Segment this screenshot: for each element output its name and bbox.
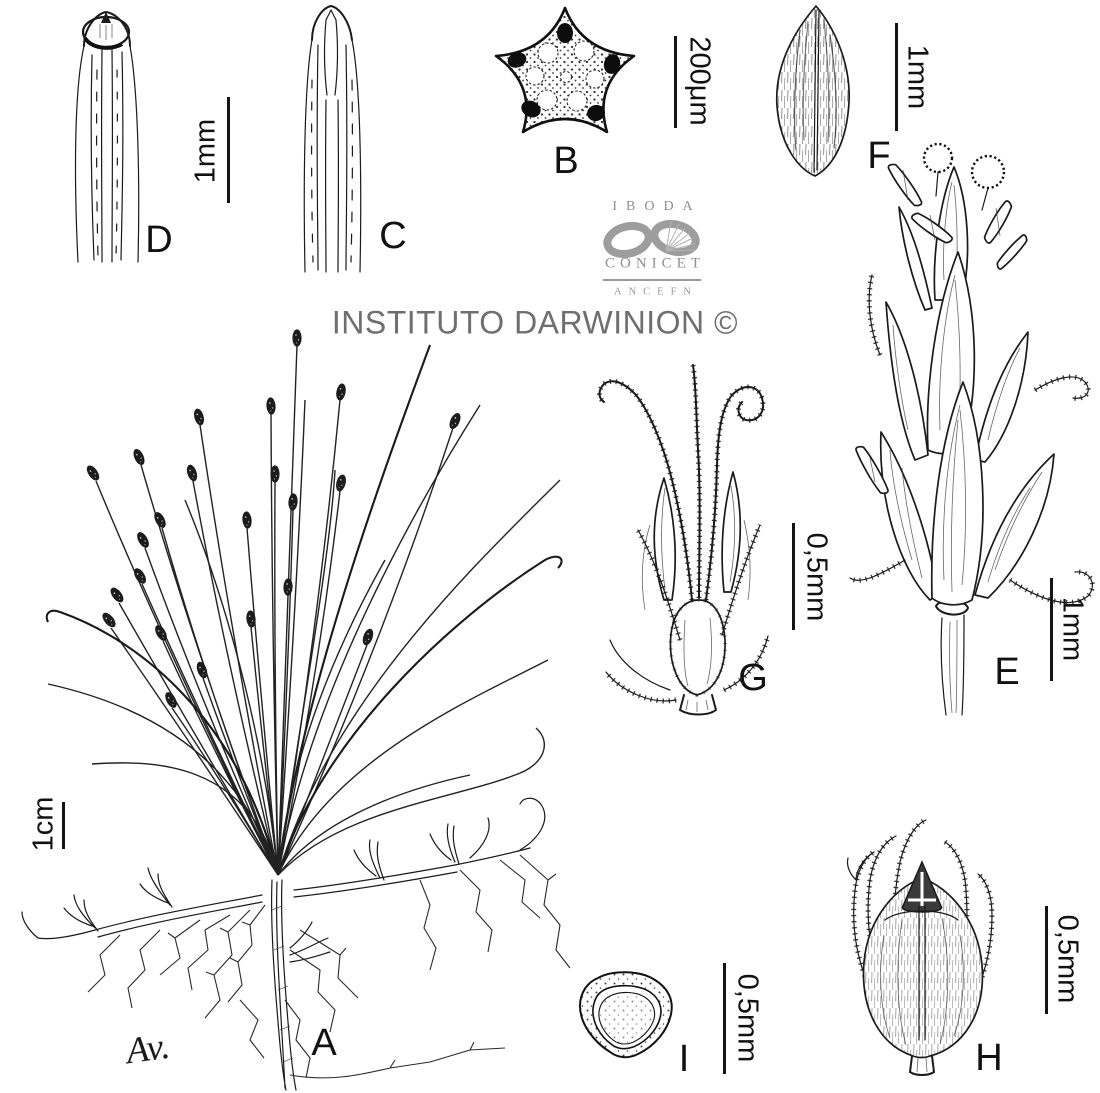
panel-label-h: H	[975, 1037, 1003, 1079]
panel-label-i: I	[678, 1038, 690, 1080]
scalebar-f-line	[895, 23, 898, 131]
scalebar-e-text: 1mm	[1056, 596, 1089, 662]
achene-drawing-h	[847, 820, 992, 1075]
panel-label-c: C	[379, 215, 407, 257]
scalebar-h-line	[1045, 906, 1048, 1014]
panel-label-g: G	[738, 657, 768, 699]
culm-apex-drawing-d	[76, 12, 139, 262]
scalebar-g-text: 0,5mm	[800, 532, 833, 622]
logo-divider-line	[603, 279, 701, 281]
watermark-copyright: INSTITUTO DARWINION ©	[331, 304, 739, 341]
culm-cross-section-drawing-b	[496, 8, 634, 132]
culm-apex-drawing-c	[304, 6, 360, 272]
scalebar-b-line	[674, 36, 677, 128]
ancefn-wordmark: ANCEFN	[613, 286, 699, 298]
glume-drawing-f	[777, 6, 849, 176]
scalebar-dc-line	[227, 97, 230, 203]
iboda-logo-symbol	[604, 220, 698, 258]
panel-label-e: E	[994, 651, 1020, 693]
panel-label-b: B	[553, 140, 579, 182]
scalebar-dc-text: 1mm	[189, 118, 222, 184]
panel-label-f: F	[867, 135, 891, 177]
scalebar-i-line	[723, 963, 726, 1074]
scalebar-i-text: 0,5mm	[731, 973, 764, 1063]
panel-label-d: D	[145, 219, 173, 261]
achene-cross-section-drawing-i	[580, 972, 672, 1057]
scalebar-f-text: 1mm	[901, 44, 934, 110]
scalebar-e-line	[1050, 578, 1053, 681]
scalebar-b-text: 200μm	[683, 36, 716, 126]
scalebar-h-text: 0,5mm	[1051, 914, 1084, 1004]
conicet-wordmark: CONICET	[605, 255, 705, 272]
panel-label-a: A	[311, 1022, 337, 1064]
iboda-wordmark: IBODA	[612, 199, 702, 214]
scalebar-a-line	[62, 802, 65, 849]
scalebar-a-text: 1cm	[27, 796, 60, 852]
plant-habit-drawing-a	[22, 329, 570, 1090]
scalebar-g-line	[792, 523, 795, 630]
artist-signature: Av.	[123, 1025, 173, 1073]
